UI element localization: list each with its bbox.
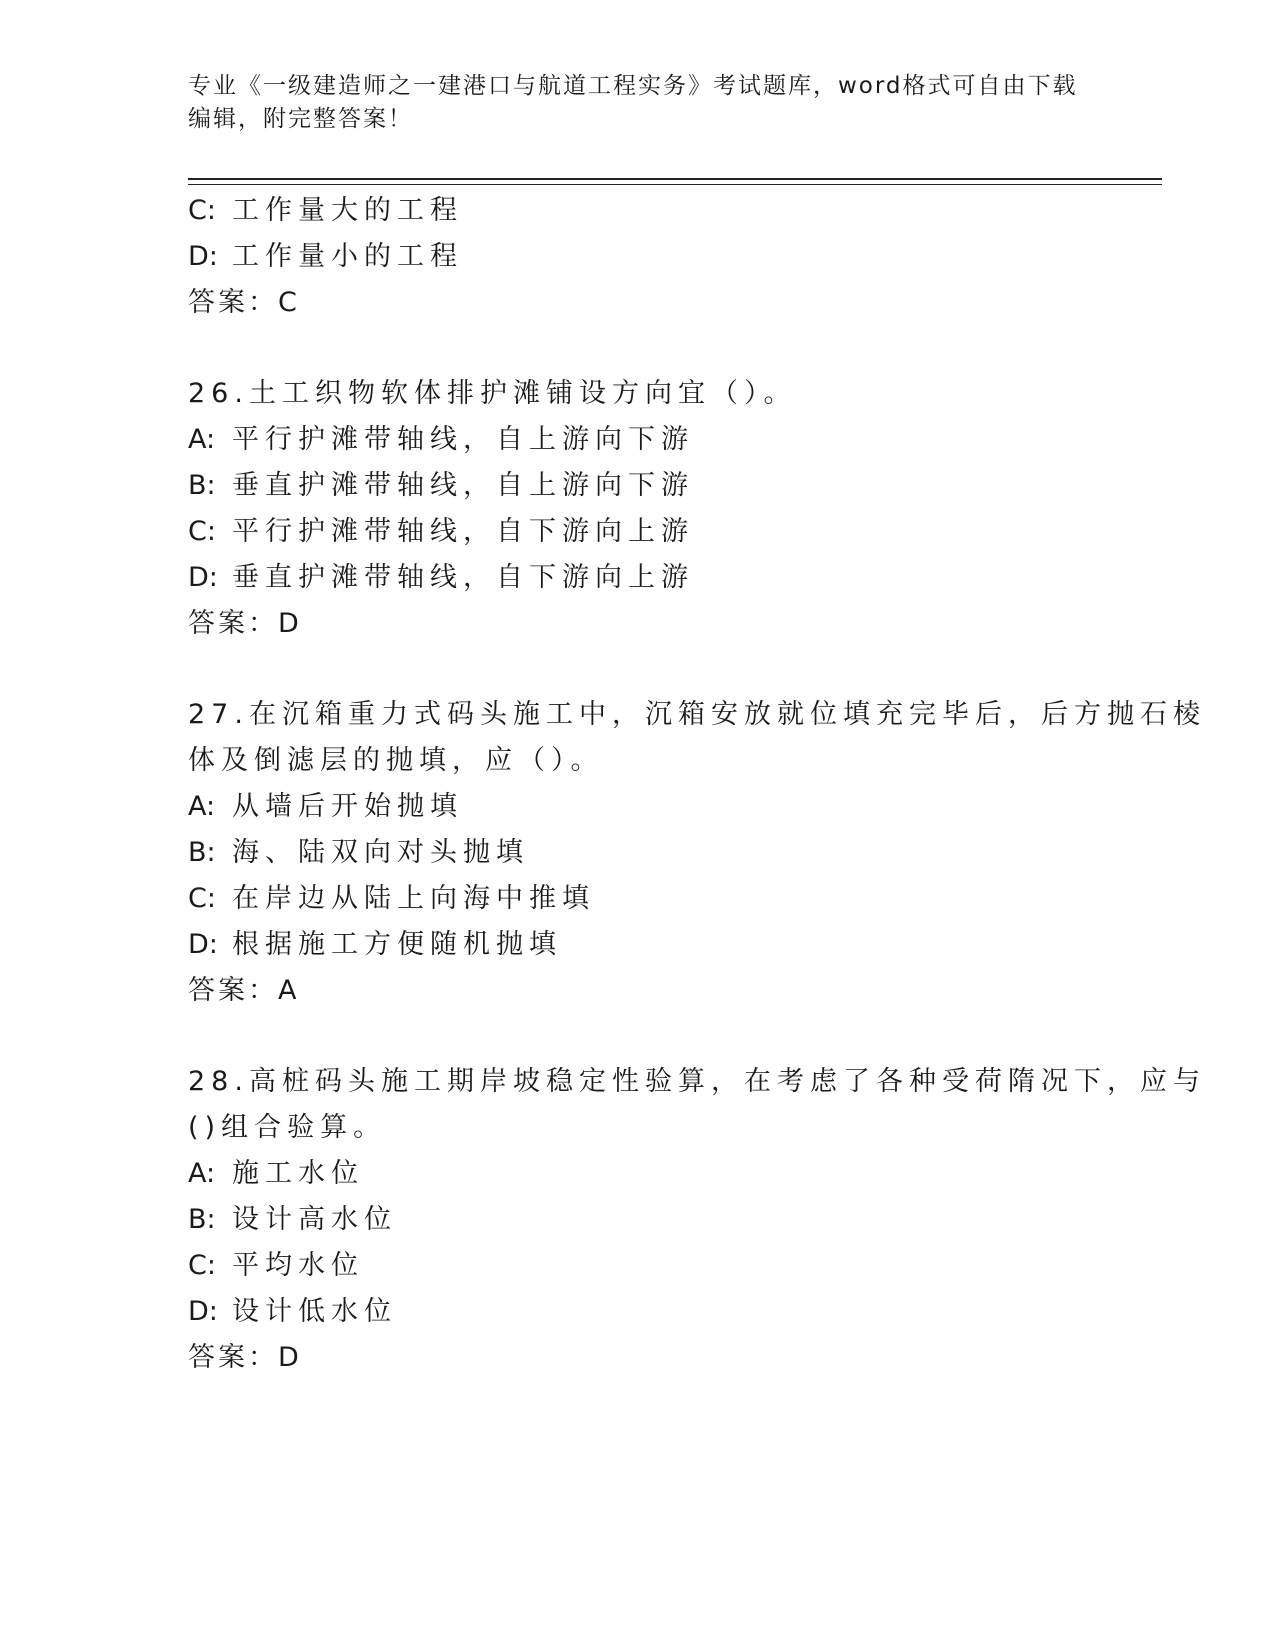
question-stem-continued: ()组合验算。 (188, 1112, 387, 1143)
header-line-1: 专业《一级建造师之一建港口与航道工程实务》考试题库，word格式可自由下载 (188, 73, 1078, 99)
option-text: 在岸边从陆上向海中推填 (232, 883, 595, 914)
option-text: 工作量小的工程 (232, 241, 463, 272)
question-28 (188, 1059, 1206, 1381)
question-27 (188, 692, 1206, 1014)
carryover-question (188, 188, 1088, 326)
option-d (188, 1289, 1088, 1335)
option-text: 垂直护滩带轴线，自下游向上游 (232, 562, 694, 593)
question-spacer (188, 647, 1088, 692)
header-line-2: 编辑，附完整答案！ (188, 106, 413, 132)
question-stem: 28.高桩码头施工期岸坡稳定性验算，在考虑了各种受荷隋况下，应与 (188, 1066, 1206, 1097)
option-d (188, 234, 1088, 280)
option-text: 从墙后开始抛填 (232, 791, 463, 822)
header-divider-thick (188, 178, 1162, 180)
option-b (188, 830, 1088, 876)
header-divider-thin (188, 184, 1162, 185)
option-a (188, 1151, 1088, 1197)
option-letter: A: (188, 1158, 216, 1189)
option-text: 平行护滩带轴线，自下游向上游 (232, 516, 694, 547)
option-text: 垂直护滩带轴线，自上游向下游 (232, 470, 694, 501)
answer-line: 答案：A (188, 975, 300, 1006)
question-stem: 27.在沉箱重力式码头施工中，沉箱安放就位填充完毕后，后方抛石棱 (188, 699, 1206, 730)
option-letter: A: (188, 791, 216, 822)
option-letter: A: (188, 424, 216, 455)
option-text: 海、陆双向对头抛填 (232, 837, 529, 868)
option-letter: D: (188, 1296, 218, 1327)
option-c (188, 1243, 1088, 1289)
question-stem-continued: 体及倒滤层的抛填，应（）。 (188, 745, 604, 776)
answer-line: 答案：C (188, 287, 300, 318)
option-a (188, 417, 1088, 463)
option-a (188, 784, 1088, 830)
option-letter: D: (188, 929, 218, 960)
option-text: 设计高水位 (232, 1204, 397, 1235)
option-text: 工作量大的工程 (232, 195, 463, 226)
document-header (188, 70, 1088, 136)
option-letter: C: (188, 516, 216, 547)
option-letter: B: (188, 837, 216, 868)
option-letter: D: (188, 241, 218, 272)
question-stem: 26.土工织物软体排护滩铺设方向宜（）。 (188, 378, 797, 409)
question-content (188, 188, 1206, 1381)
option-b (188, 1197, 1088, 1243)
option-b (188, 463, 1088, 509)
option-letter: B: (188, 470, 216, 501)
option-letter: B: (188, 1204, 216, 1235)
answer-line: 答案：D (188, 1342, 302, 1373)
option-letter: C: (188, 883, 216, 914)
option-text: 根据施工方便随机抛填 (232, 929, 562, 960)
option-c (188, 876, 1088, 922)
option-text: 平行护滩带轴线，自上游向下游 (232, 424, 694, 455)
question-26 (188, 371, 1088, 647)
option-text: 平均水位 (232, 1250, 364, 1281)
option-letter: C: (188, 195, 216, 226)
answer-line: 答案：D (188, 608, 302, 639)
option-d (188, 922, 1088, 968)
option-letter: C: (188, 1250, 216, 1281)
question-spacer (188, 1014, 1088, 1059)
option-text: 施工水位 (232, 1158, 364, 1189)
option-letter: D: (188, 562, 218, 593)
option-c (188, 509, 1088, 555)
option-text: 设计低水位 (232, 1296, 397, 1327)
option-d (188, 555, 1088, 601)
option-c (188, 188, 1088, 234)
question-spacer (188, 326, 1088, 371)
